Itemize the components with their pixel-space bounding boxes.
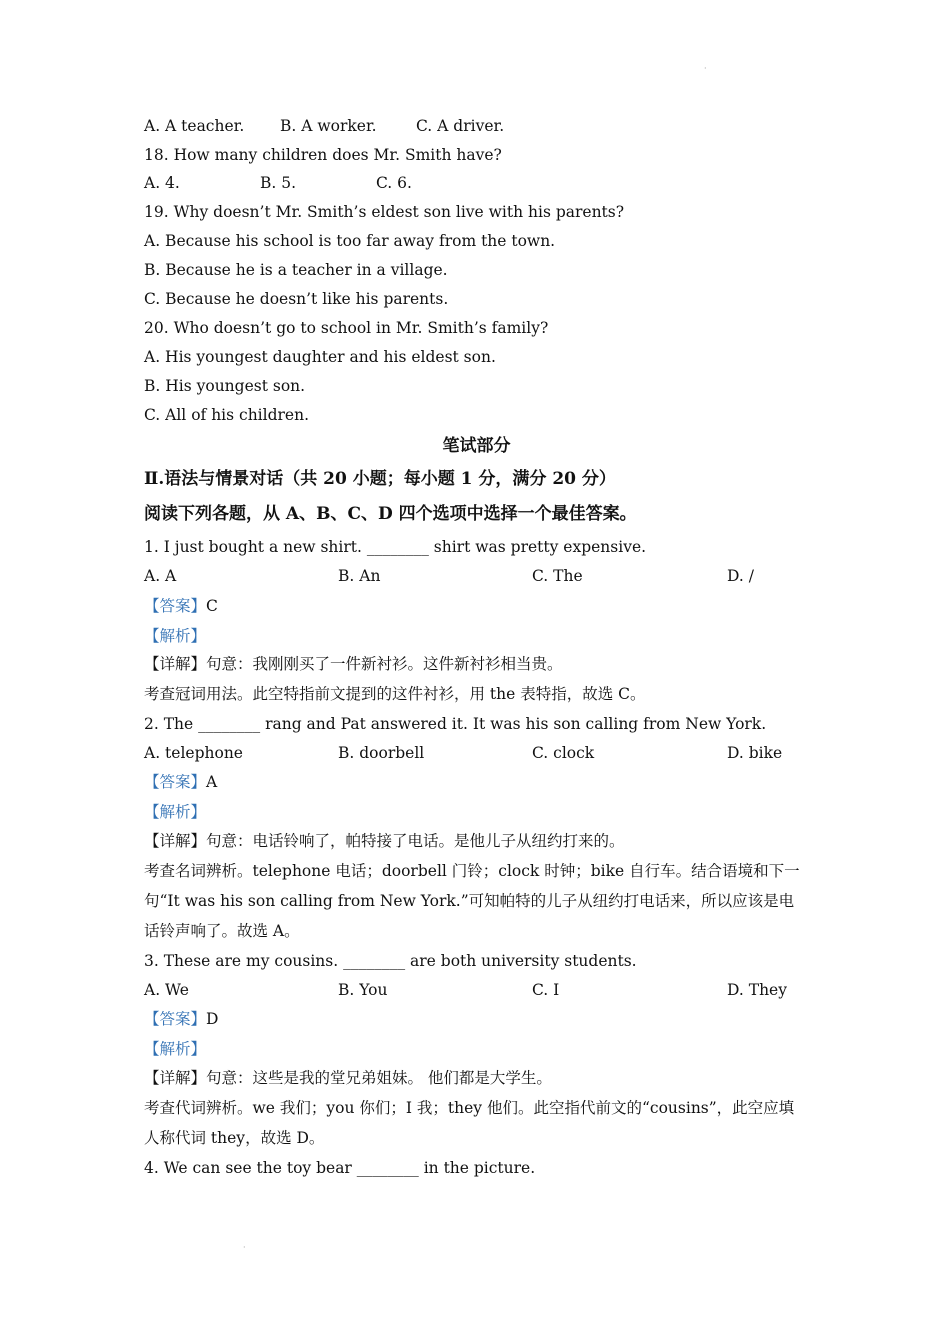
- item3-option-c: C. I: [532, 981, 560, 999]
- item2-option-a: A. telephone: [144, 744, 243, 762]
- q18-option-b: B. 5.: [260, 174, 297, 192]
- q18-option-a: A. 4.: [144, 174, 180, 192]
- item3-option-d: D. They: [727, 981, 787, 999]
- item2-explanation: 考查名词辨析。telephone 电话；doorbell 门铃；clock 时钟；bike 自行车。结合语境和下一句“It was his son calling from New York.”可知帕特的儿子从纽约打电话来，所以应该是电话铃声响了。故选 A。: [144, 862, 800, 940]
- item2-question: 2. The ________ rang and Pat answered it. It was his son calling from New York.: [144, 715, 767, 733]
- q19-option-b: B. Because he is a teacher in a village.: [144, 261, 448, 279]
- item3-question: 3. These are my cousins. ________ are both university students.: [144, 952, 637, 970]
- item1-explanation: 考查冠词用法。此空特指前文提到的这件衬衫，用 the 表特指，故选 C。: [144, 685, 646, 703]
- q17-option-b: B. A worker.: [280, 117, 377, 135]
- q20-option-b: B. His youngest son.: [144, 377, 306, 395]
- q17-option-c: C. A driver.: [416, 117, 505, 135]
- item1-analysis-label: 【解析】: [144, 627, 207, 645]
- item2-option-d: D. bike: [727, 744, 783, 762]
- q18-question: 18. How many children does Mr. Smith have?: [144, 146, 502, 164]
- item4-question: 4. We can see the toy bear ________ in the picture.: [144, 1159, 536, 1177]
- decorative-dot: ·: [243, 1243, 246, 1252]
- item2-detail: 【详解】句意：电话铃响了，帕特接了电话。是他儿子从纽约打来的。: [144, 832, 625, 850]
- item3-answer: [144, 1009, 218, 1029]
- item3-analysis-label: 【解析】: [144, 1040, 207, 1058]
- q20-option-a: A. His youngest daughter and his eldest son.: [144, 348, 496, 366]
- item2-answer-value: A: [206, 773, 218, 791]
- item3-answer-value: D: [206, 1010, 219, 1028]
- q20-question: 20. Who doesn’t go to school in Mr. Smith’s family?: [144, 319, 549, 337]
- q18-option-c: C. 6.: [376, 174, 412, 192]
- q17-option-a: A. A teacher.: [144, 117, 245, 135]
- item2-analysis-label: 【解析】: [144, 803, 207, 821]
- answer-label: 【答案】: [144, 597, 207, 615]
- item3-explanation: 考查代词辨析。we 我们；you 你们；I 我；they 他们。此空指代前文的“cousins”，此空应填人称代词 they，故选 D。: [144, 1099, 795, 1147]
- item3-option-b: B. You: [338, 981, 388, 999]
- q19-option-c: C. Because he doesn’t like his parents.: [144, 290, 449, 308]
- item3-detail: 【详解】句意：这些是我的堂兄弟姐妹。 他们都是大学生。: [144, 1069, 552, 1087]
- item2-option-c: C. clock: [532, 744, 595, 762]
- item1-option-d: D. /: [727, 567, 754, 585]
- part-heading: Ⅱ.语法与情景对话（共 20 小题；每小题 1 分，满分 20 分）: [144, 469, 616, 489]
- item2-option-b: B. doorbell: [338, 744, 425, 762]
- q20-option-c: C. All of his children.: [144, 406, 310, 424]
- item1-answer-value: C: [206, 597, 218, 615]
- item3-option-a: A. We: [144, 981, 189, 999]
- item1-option-b: B. An: [338, 567, 381, 585]
- item1-option-c: C. The: [532, 567, 583, 585]
- item1-option-a: A. A: [144, 567, 177, 585]
- q19-option-a: A. Because his school is too far away from the town.: [144, 232, 556, 250]
- answer-label: 【答案】: [144, 1010, 207, 1028]
- section-title: 笔试部分: [442, 436, 511, 456]
- item1-answer: [144, 596, 218, 616]
- instruction: 阅读下列各题，从 A、B、C、D 四个选项中选择一个最佳答案。: [144, 504, 637, 524]
- q19-question: 19. Why doesn’t Mr. Smith’s eldest son live with his parents?: [144, 203, 625, 221]
- item2-answer: [144, 772, 217, 792]
- decorative-dot: ·: [704, 64, 707, 73]
- item1-question: 1. I just bought a new shirt. ________ shirt was pretty expensive.: [144, 538, 647, 556]
- item1-detail: 【详解】句意：我刚刚买了一件新衬衫。这件新衬衫相当贵。: [144, 655, 563, 673]
- answer-label: 【答案】: [144, 773, 207, 791]
